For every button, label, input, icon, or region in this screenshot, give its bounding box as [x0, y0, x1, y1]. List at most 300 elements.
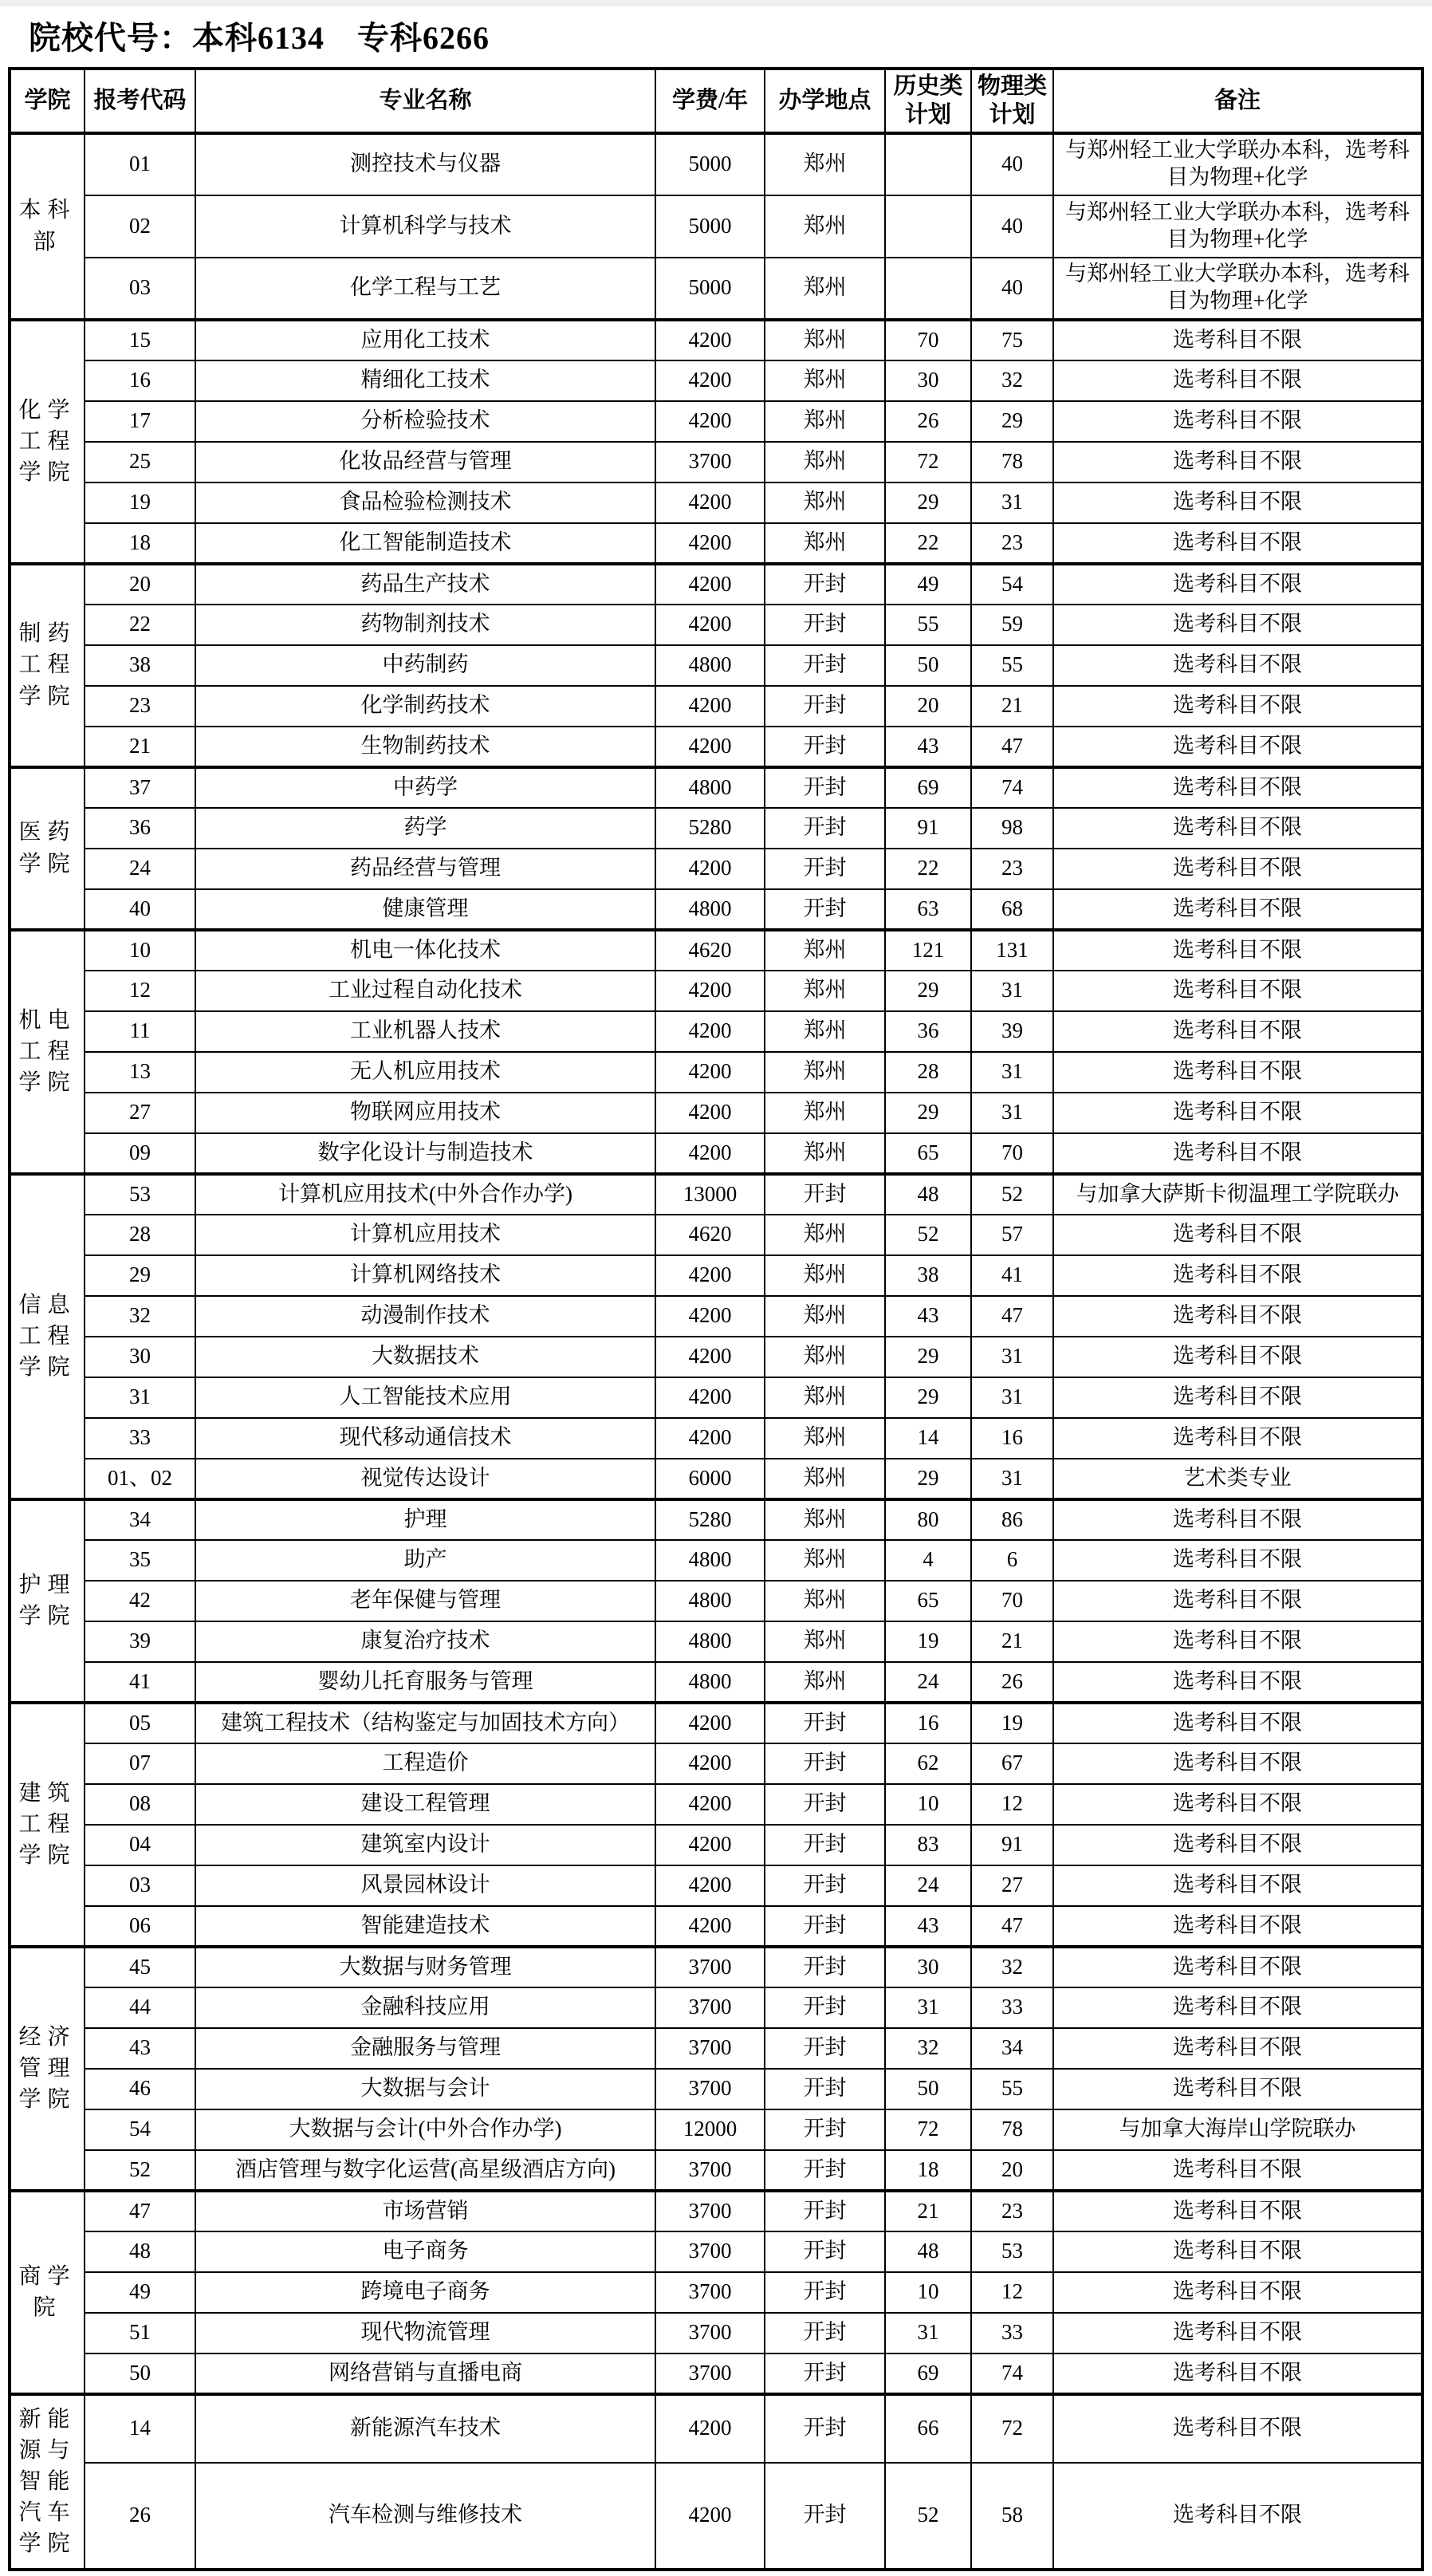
- major-cell: 助产: [195, 1540, 655, 1581]
- major-cell: 药学: [195, 808, 655, 849]
- table-row: [10, 2272, 1422, 2313]
- college-cell: 本科部: [10, 133, 85, 320]
- remark-cell: 选考科目不限: [1053, 2463, 1422, 2570]
- code-cell: 22: [85, 605, 195, 645]
- remark-cell: 选考科目不限: [1053, 1662, 1422, 1703]
- code-cell: 41: [85, 1662, 195, 1703]
- code-cell: 05: [85, 1703, 195, 1743]
- history-plan-cell: 21: [885, 2191, 971, 2231]
- history-plan-cell: 26: [885, 401, 971, 442]
- code-cell: 03: [85, 1865, 195, 1906]
- physics-plan-cell: 67: [971, 1743, 1053, 1784]
- code-cell: 40: [85, 889, 195, 930]
- history-plan-cell: 83: [885, 1825, 971, 1865]
- physics-plan-cell: 91: [971, 1825, 1053, 1865]
- major-cell: 跨境电子商务: [195, 2272, 655, 2313]
- code-cell: 45: [85, 1947, 195, 1987]
- location-cell: 郑州: [765, 258, 885, 320]
- col-header-fee: 学费/年: [655, 69, 765, 133]
- location-cell: 郑州: [765, 483, 885, 523]
- physics-plan-cell: 39: [971, 1011, 1053, 1052]
- location-cell: 开封: [765, 2028, 885, 2069]
- fee-cell: 4200: [655, 1133, 765, 1174]
- remark-cell: 与加拿大海岸山学院联办: [1053, 2109, 1422, 2150]
- table-row: [10, 645, 1422, 686]
- physics-plan-cell: 31: [971, 1052, 1053, 1093]
- location-cell: 郑州: [765, 360, 885, 401]
- location-cell: 郑州: [765, 1499, 885, 1540]
- table-row: [10, 889, 1422, 930]
- table-row: [10, 1418, 1422, 1459]
- major-cell: 生物制药技术: [195, 727, 655, 767]
- code-cell: 51: [85, 2313, 195, 2353]
- physics-plan-cell: 74: [971, 2353, 1053, 2394]
- col-header-major: 专业名称: [195, 69, 655, 133]
- physics-plan-cell: 78: [971, 442, 1053, 483]
- location-cell: 开封: [765, 1703, 885, 1743]
- location-cell: 郑州: [765, 401, 885, 442]
- physics-plan-cell: 70: [971, 1133, 1053, 1174]
- history-plan-cell: 29: [885, 1337, 971, 1377]
- code-cell: 02: [85, 195, 195, 258]
- physics-plan-cell: 40: [971, 195, 1053, 258]
- table-row: [10, 1906, 1422, 1947]
- location-cell: 开封: [765, 1906, 885, 1947]
- major-cell: 风景园林设计: [195, 1865, 655, 1906]
- major-cell: 中药制药: [195, 645, 655, 686]
- table-row: [10, 686, 1422, 727]
- fee-cell: 13000: [655, 1174, 765, 1215]
- fee-cell: 4200: [655, 1418, 765, 1459]
- table-row: [10, 1540, 1422, 1581]
- table-row: [10, 483, 1422, 523]
- table-row: [10, 930, 1422, 971]
- physics-plan-cell: 59: [971, 605, 1053, 645]
- major-cell: 网络营销与直播电商: [195, 2353, 655, 2394]
- history-plan-cell: 121: [885, 930, 971, 971]
- fee-cell: 4200: [655, 849, 765, 889]
- location-cell: 郑州: [765, 971, 885, 1011]
- remark-cell: 与郑州轻工业大学联办本科，选考科目为物理+化学: [1053, 195, 1422, 258]
- table-row: [10, 808, 1422, 849]
- major-cell: 计算机网络技术: [195, 1255, 655, 1296]
- fee-cell: 4800: [655, 889, 765, 930]
- major-cell: 视觉传达设计: [195, 1459, 655, 1499]
- table-row: [10, 2150, 1422, 2191]
- code-cell: 44: [85, 1987, 195, 2028]
- location-cell: 郑州: [765, 1459, 885, 1499]
- major-cell: 药品经营与管理: [195, 849, 655, 889]
- location-cell: 开封: [765, 808, 885, 849]
- location-cell: 郑州: [765, 195, 885, 258]
- remark-cell: 选考科目不限: [1053, 442, 1422, 483]
- fee-cell: 4800: [655, 645, 765, 686]
- location-cell: 开封: [765, 1743, 885, 1784]
- major-cell: 测控技术与仪器: [195, 133, 655, 195]
- code-cell: 01、02: [85, 1459, 195, 1499]
- fee-cell: 3700: [655, 1987, 765, 2028]
- remark-cell: 选考科目不限: [1053, 2313, 1422, 2353]
- physics-plan-cell: 68: [971, 889, 1053, 930]
- college-cell: 信息工程学院: [10, 1174, 85, 1499]
- code-cell: 36: [85, 808, 195, 849]
- major-cell: 金融服务与管理: [195, 2028, 655, 2069]
- major-cell: 化学工程与工艺: [195, 258, 655, 320]
- table-row: [10, 767, 1422, 808]
- major-cell: 药品生产技术: [195, 564, 655, 605]
- location-cell: 开封: [765, 645, 885, 686]
- code-cell: 42: [85, 1581, 195, 1621]
- table-row: [10, 727, 1422, 767]
- table-row: [10, 2463, 1422, 2570]
- code-cell: 50: [85, 2353, 195, 2394]
- code-cell: 10: [85, 930, 195, 971]
- physics-plan-cell: 20: [971, 2150, 1053, 2191]
- remark-cell: 选考科目不限: [1053, 483, 1422, 523]
- location-cell: 开封: [765, 686, 885, 727]
- college-cell: 医药学院: [10, 767, 85, 930]
- location-cell: 郑州: [765, 1093, 885, 1133]
- table-body: [10, 133, 1422, 2570]
- table-row: [10, 360, 1422, 401]
- fee-cell: 4800: [655, 1581, 765, 1621]
- physics-plan-cell: 21: [971, 686, 1053, 727]
- remark-cell: 选考科目不限: [1053, 686, 1422, 727]
- fee-cell: 4200: [655, 1743, 765, 1784]
- location-cell: 郑州: [765, 133, 885, 195]
- fee-cell: 3700: [655, 2069, 765, 2109]
- code-cell: 43: [85, 2028, 195, 2069]
- physics-plan-cell: 16: [971, 1418, 1053, 1459]
- major-cell: 计算机应用技术: [195, 1215, 655, 1255]
- physics-plan-cell: 47: [971, 1296, 1053, 1337]
- table-row: [10, 401, 1422, 442]
- code-cell: 01: [85, 133, 195, 195]
- physics-plan-cell: 58: [971, 2463, 1053, 2570]
- physics-plan-cell: 52: [971, 1174, 1053, 1215]
- major-cell: 现代移动通信技术: [195, 1418, 655, 1459]
- col-header-history-plan: 历史类计划: [885, 69, 971, 133]
- location-cell: 开封: [765, 727, 885, 767]
- history-plan-cell: 48: [885, 2231, 971, 2272]
- physics-plan-cell: 72: [971, 2394, 1053, 2463]
- physics-plan-cell: 12: [971, 2272, 1053, 2313]
- major-cell: 健康管理: [195, 889, 655, 930]
- remark-cell: 选考科目不限: [1053, 1337, 1422, 1377]
- code-cell: 24: [85, 849, 195, 889]
- fee-cell: 4800: [655, 1540, 765, 1581]
- remark-cell: 选考科目不限: [1053, 930, 1422, 971]
- history-plan-cell: 65: [885, 1581, 971, 1621]
- remark-cell: 选考科目不限: [1053, 1215, 1422, 1255]
- remark-cell: 选考科目不限: [1053, 605, 1422, 645]
- code-cell: 54: [85, 2109, 195, 2150]
- history-plan-cell: [885, 195, 971, 258]
- history-plan-cell: 22: [885, 523, 971, 564]
- fee-cell: 3700: [655, 2313, 765, 2353]
- table-row: [10, 2069, 1422, 2109]
- location-cell: 开封: [765, 1865, 885, 1906]
- history-plan-cell: 72: [885, 2109, 971, 2150]
- major-cell: 化学制药技术: [195, 686, 655, 727]
- major-cell: 老年保健与管理: [195, 1581, 655, 1621]
- history-plan-cell: 20: [885, 686, 971, 727]
- history-plan-cell: 30: [885, 360, 971, 401]
- location-cell: 郑州: [765, 1540, 885, 1581]
- major-cell: 建筑室内设计: [195, 1825, 655, 1865]
- physics-plan-cell: 78: [971, 2109, 1053, 2150]
- major-cell: 婴幼儿托育服务与管理: [195, 1662, 655, 1703]
- fee-cell: 3700: [655, 2231, 765, 2272]
- fee-cell: 4800: [655, 767, 765, 808]
- remark-cell: 选考科目不限: [1053, 1581, 1422, 1621]
- remark-cell: 选考科目不限: [1053, 1621, 1422, 1662]
- table-row: [10, 1174, 1422, 1215]
- physics-plan-cell: 55: [971, 2069, 1053, 2109]
- table-row: [10, 1947, 1422, 1987]
- code-cell: 32: [85, 1296, 195, 1337]
- location-cell: 郑州: [765, 1662, 885, 1703]
- major-cell: 精细化工技术: [195, 360, 655, 401]
- physics-plan-cell: 74: [971, 767, 1053, 808]
- physics-plan-cell: 29: [971, 401, 1053, 442]
- code-cell: 48: [85, 2231, 195, 2272]
- physics-plan-cell: 86: [971, 1499, 1053, 1540]
- history-plan-cell: 62: [885, 1743, 971, 1784]
- table-row: [10, 258, 1422, 320]
- physics-plan-cell: 53: [971, 2231, 1053, 2272]
- table-row: [10, 1743, 1422, 1784]
- fee-cell: 4200: [655, 727, 765, 767]
- history-plan-cell: 30: [885, 1947, 971, 1987]
- history-plan-cell: 19: [885, 1621, 971, 1662]
- code-cell: 21: [85, 727, 195, 767]
- code-cell: 53: [85, 1174, 195, 1215]
- location-cell: 开封: [765, 1174, 885, 1215]
- code-cell: 34: [85, 1499, 195, 1540]
- table-row: [10, 1296, 1422, 1337]
- code-cell: 04: [85, 1825, 195, 1865]
- major-cell: 汽车检测与维修技术: [195, 2463, 655, 2570]
- fee-cell: 5000: [655, 258, 765, 320]
- fee-cell: 4200: [655, 1337, 765, 1377]
- fee-cell: 4200: [655, 1377, 765, 1418]
- code-cell: 11: [85, 1011, 195, 1052]
- code-cell: 15: [85, 320, 195, 360]
- history-plan-cell: 80: [885, 1499, 971, 1540]
- code-cell: 06: [85, 1906, 195, 1947]
- code-cell: 13: [85, 1052, 195, 1093]
- history-plan-cell: 50: [885, 645, 971, 686]
- table-row: [10, 1662, 1422, 1703]
- history-plan-cell: 24: [885, 1865, 971, 1906]
- fee-cell: 4200: [655, 1865, 765, 1906]
- remark-cell: 选考科目不限: [1053, 1703, 1422, 1743]
- major-cell: 康复治疗技术: [195, 1621, 655, 1662]
- physics-plan-cell: 26: [971, 1662, 1053, 1703]
- col-header-physics-plan: 物理类计划: [971, 69, 1053, 133]
- college-cell: 商学院: [10, 2191, 85, 2394]
- college-cell: 建筑工程学院: [10, 1703, 85, 1947]
- table-row: [10, 605, 1422, 645]
- physics-plan-cell: 6: [971, 1540, 1053, 1581]
- remark-cell: 选考科目不限: [1053, 1947, 1422, 1987]
- code-cell: 39: [85, 1621, 195, 1662]
- code-cell: 14: [85, 2394, 195, 2463]
- code-cell: 49: [85, 2272, 195, 2313]
- physics-plan-cell: 23: [971, 849, 1053, 889]
- major-cell: 智能建造技术: [195, 1906, 655, 1947]
- table-row: [10, 1215, 1422, 1255]
- major-cell: 大数据与会计(中外合作办学): [195, 2109, 655, 2150]
- table-row: [10, 1377, 1422, 1418]
- location-cell: 郑州: [765, 1011, 885, 1052]
- history-plan-cell: 52: [885, 1215, 971, 1255]
- physics-plan-cell: 31: [971, 971, 1053, 1011]
- fee-cell: 4200: [655, 564, 765, 605]
- remark-cell: 选考科目不限: [1053, 320, 1422, 360]
- code-cell: 46: [85, 2069, 195, 2109]
- remark-cell: 选考科目不限: [1053, 1011, 1422, 1052]
- location-cell: 郑州: [765, 1377, 885, 1418]
- fee-cell: 4200: [655, 2463, 765, 2570]
- college-cell: 新能源与智能汽车学院: [10, 2394, 85, 2570]
- fee-cell: 5000: [655, 133, 765, 195]
- history-plan-cell: 31: [885, 1987, 971, 2028]
- remark-cell: 选考科目不限: [1053, 1540, 1422, 1581]
- fee-cell: 5280: [655, 1499, 765, 1540]
- physics-plan-cell: 40: [971, 258, 1053, 320]
- fee-cell: 6000: [655, 1459, 765, 1499]
- major-cell: 化妆品经营与管理: [195, 442, 655, 483]
- fee-cell: 3700: [655, 2272, 765, 2313]
- major-cell: 建设工程管理: [195, 1784, 655, 1825]
- table-row: [10, 849, 1422, 889]
- location-cell: 开封: [765, 2150, 885, 2191]
- physics-plan-cell: 41: [971, 1255, 1053, 1296]
- location-cell: 开封: [765, 1947, 885, 1987]
- location-cell: 开封: [765, 605, 885, 645]
- remark-cell: 选考科目不限: [1053, 1499, 1422, 1540]
- college-cell: 制药工程学院: [10, 564, 85, 767]
- physics-plan-cell: 40: [971, 133, 1053, 195]
- history-plan-cell: 55: [885, 605, 971, 645]
- remark-cell: 选考科目不限: [1053, 360, 1422, 401]
- history-plan-cell: [885, 133, 971, 195]
- remark-cell: 选考科目不限: [1053, 523, 1422, 564]
- remark-cell: 选考科目不限: [1053, 1743, 1422, 1784]
- fee-cell: 4200: [655, 320, 765, 360]
- remark-cell: 选考科目不限: [1053, 1133, 1422, 1174]
- major-cell: 人工智能技术应用: [195, 1377, 655, 1418]
- major-cell: 计算机应用技术(中外合作办学): [195, 1174, 655, 1215]
- code-cell: 20: [85, 564, 195, 605]
- table-row: [10, 1784, 1422, 1825]
- location-cell: 郑州: [765, 930, 885, 971]
- code-cell: 35: [85, 1540, 195, 1581]
- history-plan-cell: 16: [885, 1703, 971, 1743]
- history-plan-cell: 29: [885, 1377, 971, 1418]
- history-plan-cell: 63: [885, 889, 971, 930]
- college-cell: 机电工程学院: [10, 930, 85, 1174]
- remark-cell: 选考科目不限: [1053, 2191, 1422, 2231]
- code-cell: 30: [85, 1337, 195, 1377]
- remark-cell: 选考科目不限: [1053, 1825, 1422, 1865]
- history-plan-cell: 52: [885, 2463, 971, 2570]
- major-cell: 酒店管理与数字化运营(高星级酒店方向): [195, 2150, 655, 2191]
- fee-cell: 4200: [655, 483, 765, 523]
- table-row: [10, 2394, 1422, 2463]
- physics-plan-cell: 55: [971, 645, 1053, 686]
- remark-cell: 与郑州轻工业大学联办本科，选考科目为物理+化学: [1053, 133, 1422, 195]
- table-header: [10, 69, 1422, 133]
- physics-plan-cell: 12: [971, 1784, 1053, 1825]
- major-cell: 电子商务: [195, 2231, 655, 2272]
- col-header-location: 办学地点: [765, 69, 885, 133]
- code-cell: 27: [85, 1093, 195, 1133]
- major-cell: 无人机应用技术: [195, 1052, 655, 1093]
- location-cell: 开封: [765, 2191, 885, 2231]
- physics-plan-cell: 34: [971, 2028, 1053, 2069]
- fee-cell: 4200: [655, 360, 765, 401]
- table-row: [10, 1703, 1422, 1743]
- major-cell: 大数据技术: [195, 1337, 655, 1377]
- major-cell: 应用化工技术: [195, 320, 655, 360]
- fee-cell: 4800: [655, 1621, 765, 1662]
- fee-cell: 4200: [655, 686, 765, 727]
- history-plan-cell: 14: [885, 1418, 971, 1459]
- location-cell: 开封: [765, 767, 885, 808]
- code-cell: 03: [85, 258, 195, 320]
- major-cell: 市场营销: [195, 2191, 655, 2231]
- history-plan-cell: 43: [885, 727, 971, 767]
- location-cell: 开封: [765, 2109, 885, 2150]
- history-plan-cell: 48: [885, 1174, 971, 1215]
- remark-cell: 选考科目不限: [1053, 2231, 1422, 2272]
- fee-cell: 4200: [655, 1906, 765, 1947]
- table-row: [10, 133, 1422, 195]
- fee-cell: 12000: [655, 2109, 765, 2150]
- table-row: [10, 523, 1422, 564]
- major-cell: 数字化设计与制造技术: [195, 1133, 655, 1174]
- table-row: [10, 2028, 1422, 2069]
- fee-cell: 4200: [655, 1255, 765, 1296]
- fee-cell: 3700: [655, 2353, 765, 2394]
- history-plan-cell: 49: [885, 564, 971, 605]
- table-row: [10, 2353, 1422, 2394]
- major-cell: 现代物流管理: [195, 2313, 655, 2353]
- table-row: [10, 2191, 1422, 2231]
- fee-cell: 3700: [655, 1947, 765, 1987]
- remark-cell: 选考科目不限: [1053, 2028, 1422, 2069]
- location-cell: 开封: [765, 889, 885, 930]
- physics-plan-cell: 23: [971, 523, 1053, 564]
- location-cell: 郑州: [765, 1255, 885, 1296]
- code-cell: 37: [85, 767, 195, 808]
- remark-cell: 选考科目不限: [1053, 767, 1422, 808]
- major-cell: 动漫制作技术: [195, 1296, 655, 1337]
- major-cell: 金融科技应用: [195, 1987, 655, 2028]
- col-header-college: 学院: [10, 69, 85, 133]
- table-row: [10, 1133, 1422, 1174]
- major-cell: 计算机科学与技术: [195, 195, 655, 258]
- table-row: [10, 1011, 1422, 1052]
- remark-cell: 选考科目不限: [1053, 1052, 1422, 1093]
- fee-cell: 4200: [655, 1296, 765, 1337]
- history-plan-cell: 24: [885, 1662, 971, 1703]
- page-title: 院校代号：本科6134 专科6266: [29, 20, 490, 56]
- table-row: [10, 2109, 1422, 2150]
